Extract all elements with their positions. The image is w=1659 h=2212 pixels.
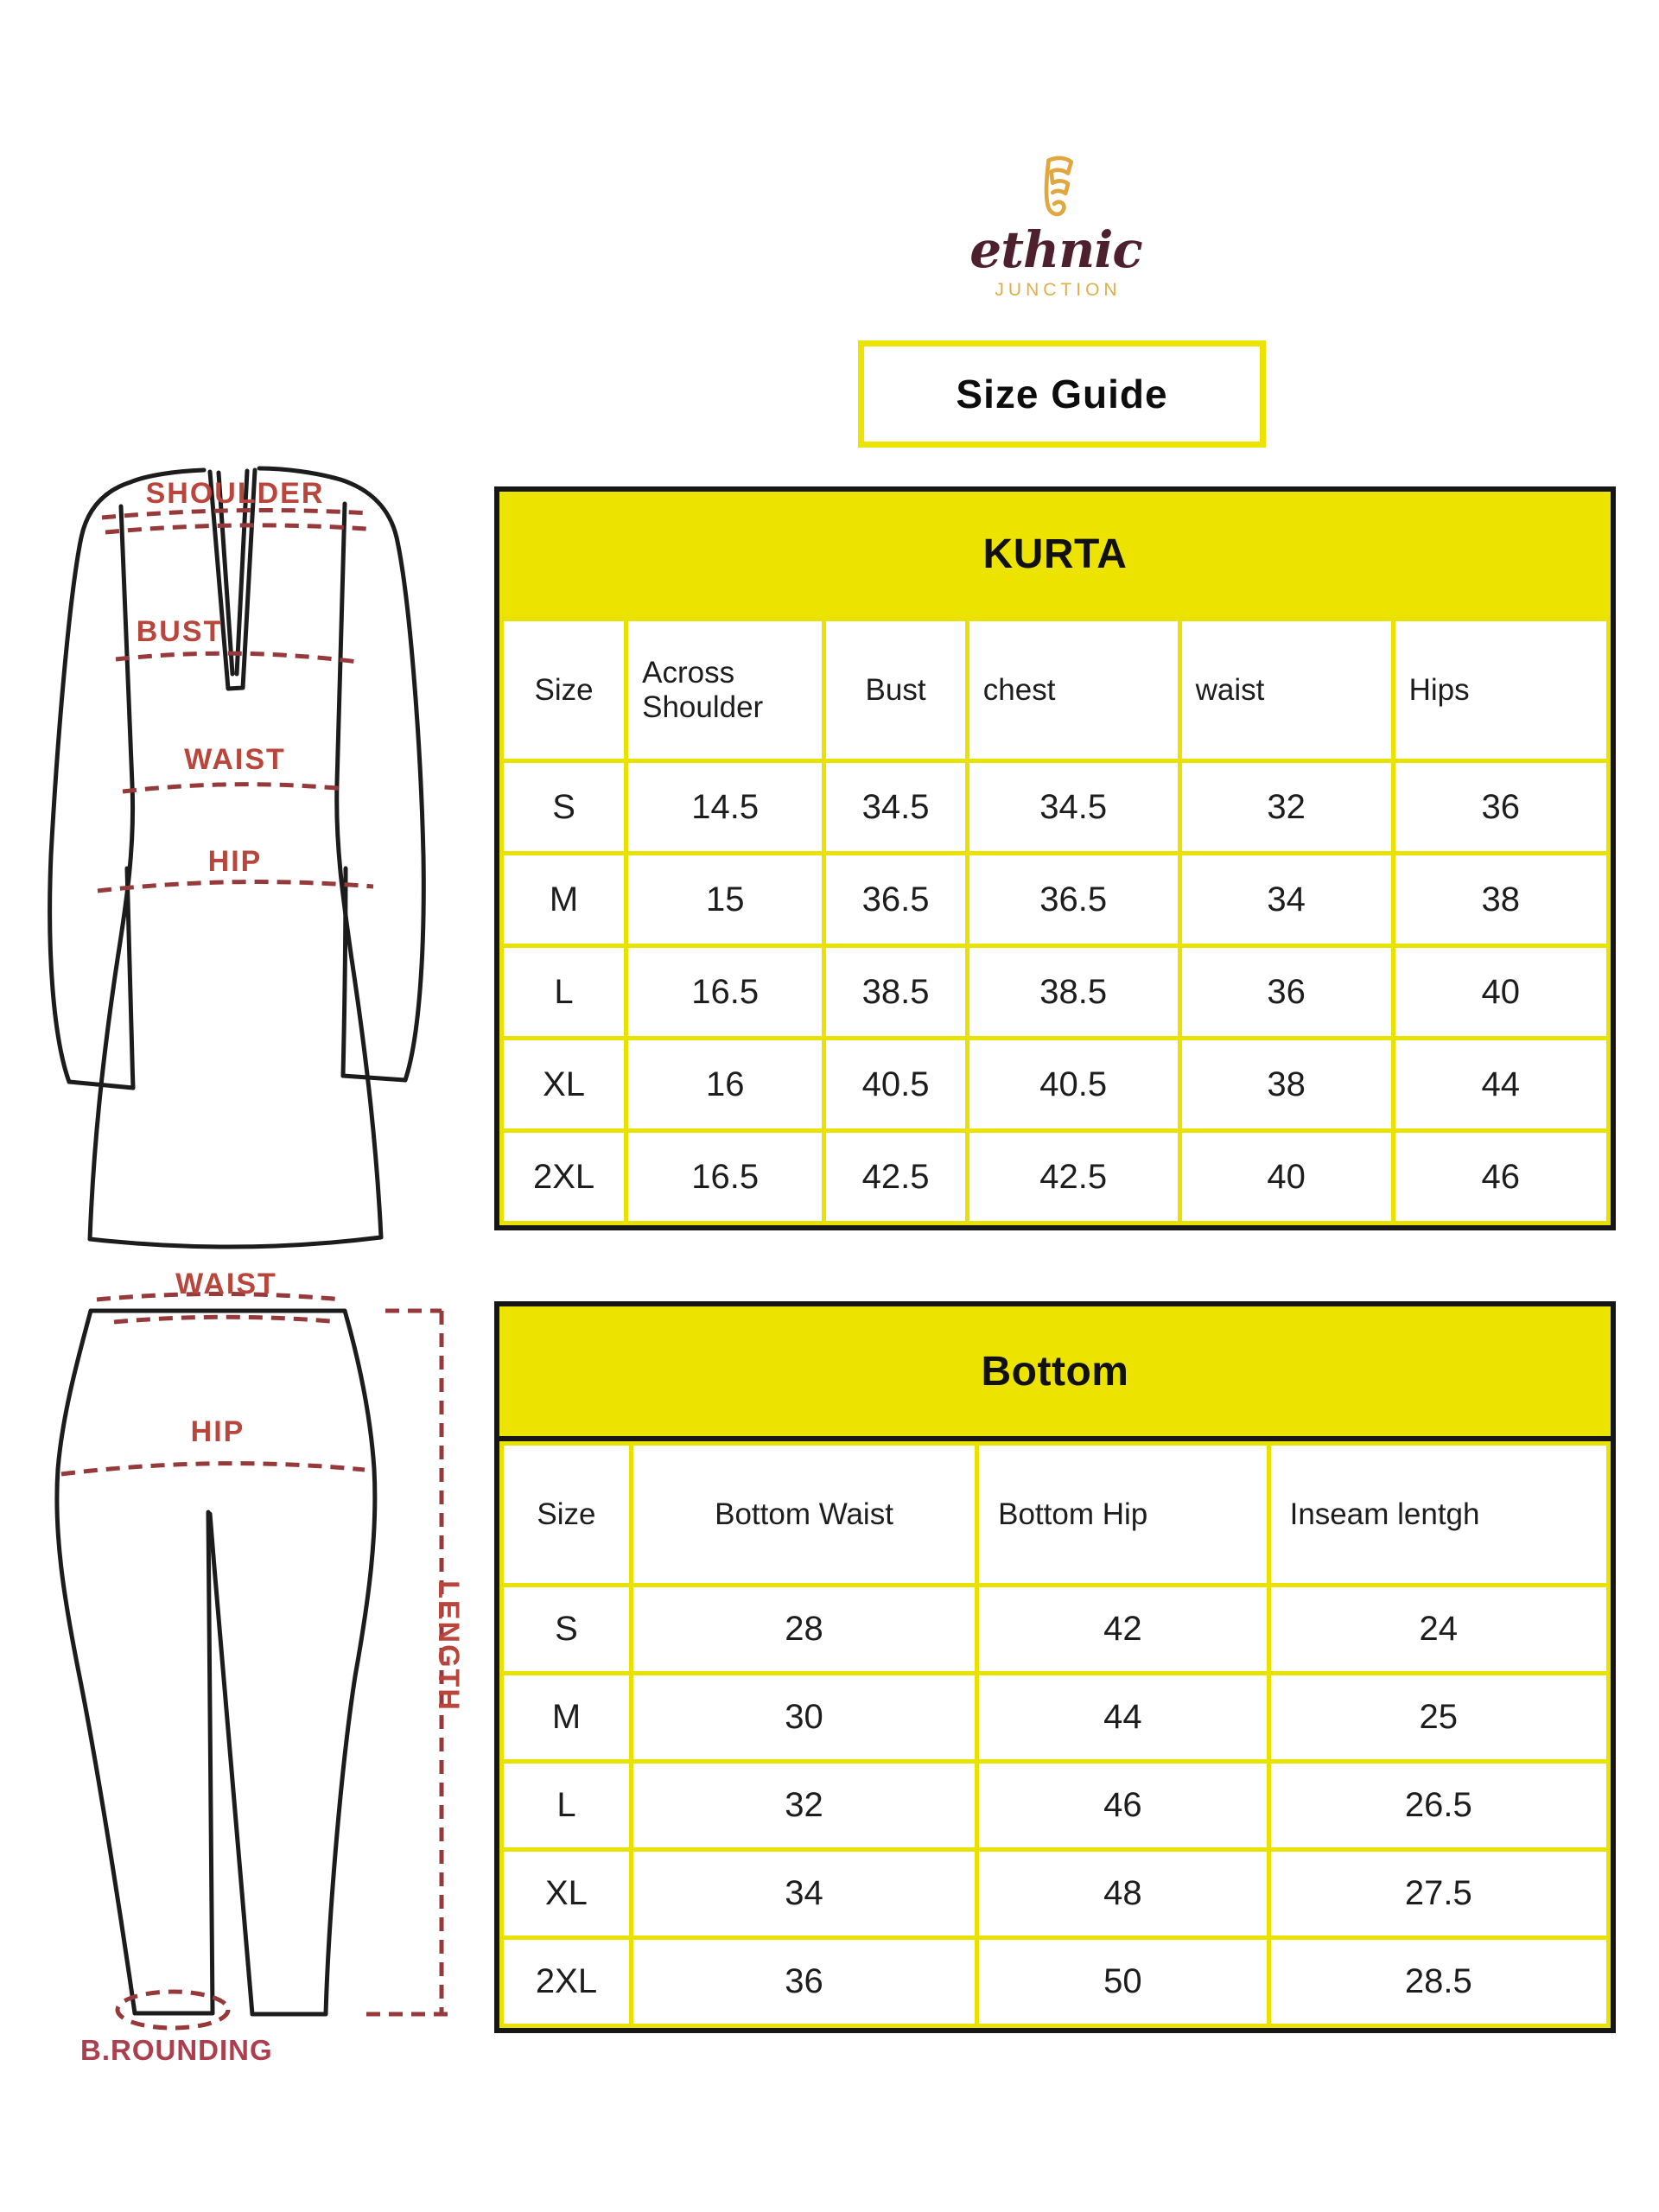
value-cell: 16 — [626, 1039, 824, 1131]
value-cell: 30 — [631, 1674, 976, 1762]
value-cell: 36.5 — [967, 854, 1179, 946]
value-cell: 42.5 — [967, 1131, 1179, 1224]
value-cell: 36 — [1393, 761, 1608, 854]
kurta-table-title: KURTA — [499, 492, 1611, 617]
header-row — [502, 620, 1609, 761]
table-row — [502, 1586, 1609, 1674]
kurta-measurement-diagram — [16, 461, 491, 1251]
value-cell: 32 — [1179, 761, 1393, 854]
table-row — [502, 761, 1609, 854]
value-cell: 28.5 — [1268, 1938, 1608, 2026]
size-cell: XL — [502, 1850, 632, 1938]
value-cell: 25 — [1268, 1674, 1608, 1762]
value-cell: 38.5 — [967, 946, 1179, 1039]
value-cell: 34 — [631, 1850, 976, 1938]
value-cell: 36.5 — [824, 854, 967, 946]
value-cell: 14.5 — [626, 761, 824, 854]
bottom-table-box — [494, 1301, 1616, 2033]
brand-name-caps: JUNCTION — [995, 280, 1122, 300]
size-cell: L — [502, 1762, 632, 1850]
column-header: Inseam lentgh — [1268, 1444, 1608, 1586]
value-cell: 40 — [1393, 946, 1608, 1039]
size-cell: L — [502, 946, 626, 1039]
value-cell: 42 — [977, 1586, 1268, 1674]
size-cell: 2XL — [502, 1938, 632, 2026]
size-cell: M — [502, 1674, 632, 1762]
value-cell: 36 — [1179, 946, 1393, 1039]
table-row — [502, 1850, 1609, 1938]
value-cell: 36 — [631, 1938, 976, 2026]
column-header: Bust — [824, 620, 967, 761]
value-cell: 40.5 — [824, 1039, 967, 1131]
length-label: LENGTH — [432, 1580, 465, 1712]
header-row — [502, 1444, 1609, 1586]
table-row — [502, 1938, 1609, 2026]
pants-measurement-diagram — [16, 1257, 491, 2126]
value-cell: 38.5 — [824, 946, 967, 1039]
column-header: Size — [502, 620, 626, 761]
size-guide-title-box — [858, 340, 1266, 448]
table-row — [502, 854, 1609, 946]
size-cell: S — [502, 761, 626, 854]
column-header: Bottom Waist — [631, 1444, 976, 1586]
table-row — [502, 946, 1609, 1039]
bust-label: BUST — [136, 615, 224, 648]
value-cell: 46 — [977, 1762, 1268, 1850]
kurta-measure-lines — [98, 510, 373, 891]
brand-logo — [969, 156, 1142, 301]
table-row — [502, 1131, 1609, 1224]
value-cell: 50 — [977, 1938, 1268, 2026]
value-cell: 32 — [631, 1762, 976, 1850]
size-cell: M — [502, 854, 626, 946]
value-cell: 28 — [631, 1586, 976, 1674]
value-cell: 16.5 — [626, 1131, 824, 1224]
value-cell: 27.5 — [1268, 1850, 1608, 1938]
value-cell: 40 — [1179, 1131, 1393, 1224]
size-cell: 2XL — [502, 1131, 626, 1224]
table-row — [502, 1762, 1609, 1850]
table-row — [502, 1039, 1609, 1131]
value-cell: 26.5 — [1268, 1762, 1608, 1850]
value-cell: 16.5 — [626, 946, 824, 1039]
value-cell: 44 — [1393, 1039, 1608, 1131]
size-guide-title: Size Guide — [956, 372, 1168, 416]
bottom-table-title: Bottom — [499, 1306, 1611, 1441]
column-header: Hips — [1393, 620, 1608, 761]
size-cell: S — [502, 1586, 632, 1674]
column-header: chest — [967, 620, 1179, 761]
b-rounding-label: B.ROUNDING — [80, 2034, 273, 2066]
kurta-size-table — [499, 617, 1611, 1225]
value-cell: 40.5 — [967, 1039, 1179, 1131]
value-cell: 46 — [1393, 1131, 1608, 1224]
shoulder-label: SHOULDER — [145, 477, 325, 510]
value-cell: 38 — [1179, 1039, 1393, 1131]
column-header: Bottom Hip — [977, 1444, 1268, 1586]
brand-name-script: ethnic — [969, 220, 1142, 279]
kurta-table-box — [494, 486, 1616, 1230]
value-cell: 34.5 — [824, 761, 967, 854]
kurta-waist-label: WAIST — [184, 743, 286, 776]
value-cell: 48 — [977, 1850, 1268, 1938]
ethnic-junction-monogram-icon — [1035, 156, 1077, 228]
kurta-hip-label: HIP — [207, 845, 263, 878]
pants-waist-label: WAIST — [175, 1268, 277, 1300]
value-cell: 44 — [977, 1674, 1268, 1762]
bottom-size-table — [499, 1441, 1611, 2028]
value-cell: 42.5 — [824, 1131, 967, 1224]
column-header: Across Shoulder — [626, 620, 824, 761]
table-row — [502, 1674, 1609, 1762]
column-header: Size — [502, 1444, 632, 1586]
value-cell: 24 — [1268, 1586, 1608, 1674]
value-cell: 38 — [1393, 854, 1608, 946]
value-cell: 34.5 — [967, 761, 1179, 854]
value-cell: 34 — [1179, 854, 1393, 946]
value-cell: 15 — [626, 854, 824, 946]
size-cell: XL — [502, 1039, 626, 1131]
pants-hip-label: HIP — [190, 1415, 245, 1448]
column-header: waist — [1179, 620, 1393, 761]
